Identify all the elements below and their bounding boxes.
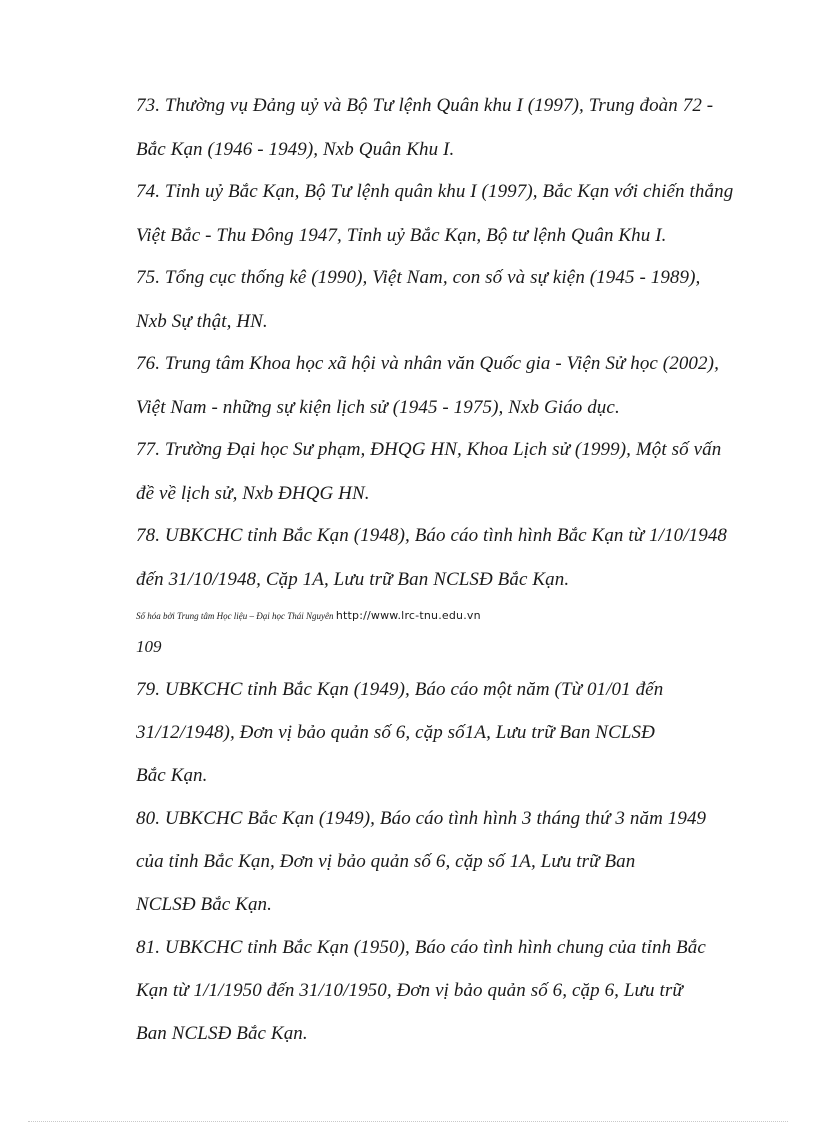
reference-76-line-1: 76. Trung tâm Khoa học xã hội và nhân văn Quốc gia - Viện Sử học (2002), — [136, 353, 719, 374]
reference-74-line-2: Việt Bắc - Thu Đông 1947, Tỉnh uỷ Bắc Kạn, Bộ tư lệnh Quân Khu I. — [136, 225, 667, 246]
reference-78-line-1: 78. UBKCHC tỉnh Bắc Kạn (1948), Báo cáo tình hình Bắc Kạn từ 1/10/1948 — [136, 525, 728, 546]
reference-75-line-2: Nxb Sự thật, HN. — [136, 311, 268, 332]
reference-73-line-2: Bắc Kạn (1946 - 1949), Nxb Quân Khu I. — [136, 139, 455, 160]
reference-81-line-2: Kạn từ 1/1/1950 đến 31/10/1950, Đơn vị bảo quản số 6, cặp 6, Lưu trữ — [136, 980, 683, 1001]
reference-77-line-2: đề về lịch sử, Nxb ĐHQG HN. — [136, 483, 370, 504]
reference-79-line-2: 31/12/1948), Đơn vị bảo quản số 6, cặp số1A, Lưu trữ Ban NCLSĐ — [136, 722, 655, 743]
reference-79-line-1: 79. UBKCHC tỉnh Bắc Kạn (1949), Báo cáo một năm (Từ 01/01 đến — [136, 679, 664, 700]
reference-79-line-3: Bắc Kạn. — [136, 765, 208, 786]
reference-73-line-1: 73. Thường vụ Đảng uỷ và Bộ Tư lệnh Quân khu I (1997), Trung đoàn 72 - — [136, 95, 714, 116]
credit-text: Số hóa bởi Trung tâm Học liệu – Đại học Thái Nguyên — [136, 611, 334, 621]
reference-74-line-1: 74. Tỉnh uỷ Bắc Kạn, Bộ Tư lệnh quân khu I (1997), Bắc Kạn với chiến thắng — [136, 181, 734, 202]
credit-url-link[interactable]: http://www.lrc-tnu.edu.vn — [335, 609, 481, 622]
reference-81-line-3: Ban NCLSĐ Bắc Kạn. — [136, 1023, 308, 1044]
page-bottom-divider — [28, 1121, 788, 1122]
reference-78-line-2: đến 31/10/1948, Cặp 1A, Lưu trữ Ban NCLSĐ Bắc Kạn. — [136, 569, 570, 590]
page-number: 109 — [136, 637, 162, 656]
digitization-credit — [136, 610, 481, 622]
reference-76-line-2: Việt Nam - những sự kiện lịch sử (1945 - 1975), Nxb Giáo dục. — [136, 397, 620, 418]
reference-75-line-1: 75. Tổng cục thống kê (1990), Việt Nam, con số và sự kiện (1945 - 1989), — [136, 267, 701, 288]
reference-80-line-1: 80. UBKCHC Bắc Kạn (1949), Báo cáo tình hình 3 tháng thứ 3 năm 1949 — [136, 808, 707, 829]
reference-80-line-3: NCLSĐ Bắc Kạn. — [136, 894, 272, 915]
reference-80-line-2: của tỉnh Bắc Kạn, Đơn vị bảo quản số 6, cặp số 1A, Lưu trữ Ban — [136, 851, 636, 872]
reference-77-line-1: 77. Trường Đại học Sư phạm, ĐHQG HN, Khoa Lịch sử (1999), Một số vấn — [136, 439, 722, 460]
reference-81-line-1: 81. UBKCHC tỉnh Bắc Kạn (1950), Báo cáo tình hình chung của tỉnh Bắc — [136, 937, 706, 958]
